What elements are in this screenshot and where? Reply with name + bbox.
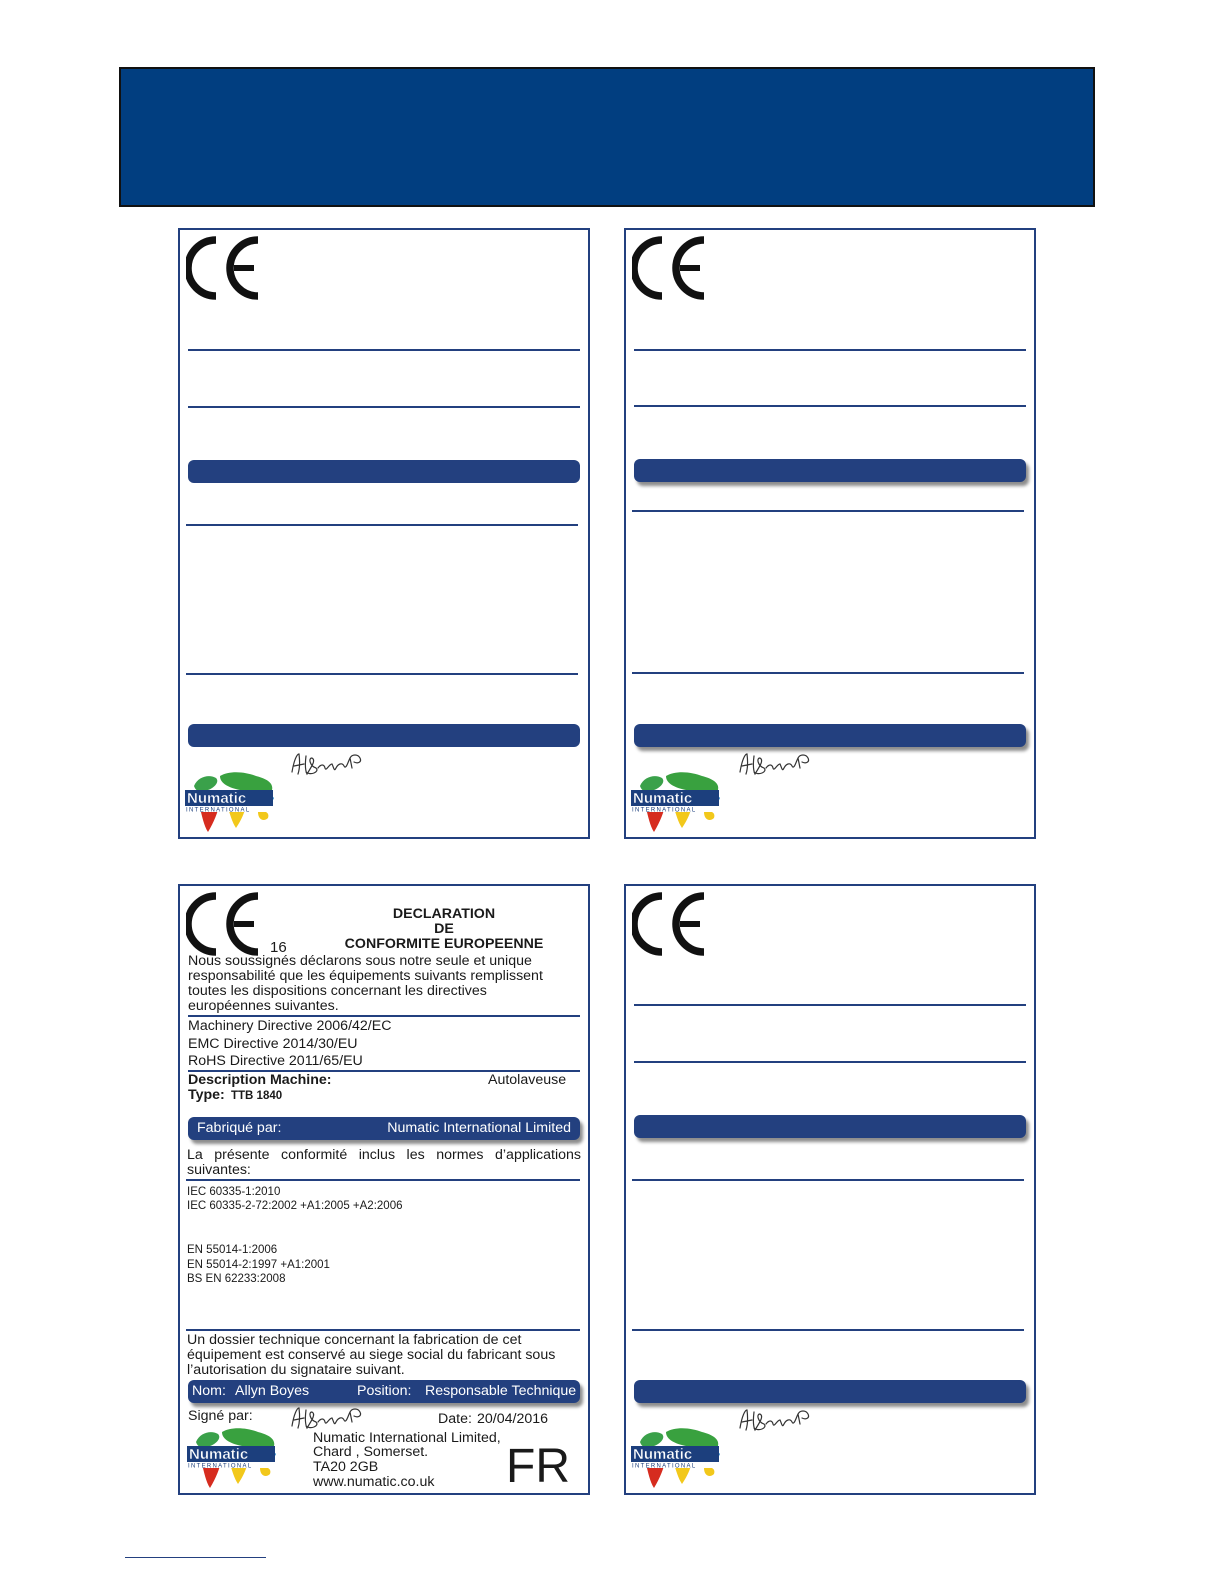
intro-text-line: responsabilité que les équipements suivants remplissent bbox=[188, 968, 543, 984]
date-value: 20/04/2016 bbox=[477, 1411, 549, 1427]
declaration-title-line: DE bbox=[434, 921, 454, 937]
address-line: Chard , Somerset. bbox=[313, 1444, 429, 1460]
manufacturer-bar bbox=[188, 1117, 580, 1140]
technical-file-line: équipement est conservé au siege social du fabricant sous bbox=[187, 1347, 556, 1363]
signature-image bbox=[288, 1404, 368, 1432]
type-value: TTB 1840 bbox=[231, 1090, 283, 1102]
manufacturer-bar bbox=[634, 459, 1026, 482]
intro-text-line: Nous soussignés déclarons sous notre seule et unique bbox=[188, 953, 532, 969]
date-label: Date: bbox=[438, 1411, 472, 1427]
declaration-title-line: CONFORMITE EUROPEENNE bbox=[344, 936, 544, 952]
divider bbox=[188, 349, 580, 351]
name-label: Nom: bbox=[192, 1383, 226, 1399]
directive-item: Machinery Directive 2006/42/EC bbox=[188, 1018, 392, 1034]
standard-item: IEC 60335-1:2010 bbox=[187, 1186, 281, 1198]
divider bbox=[634, 349, 1026, 351]
ce-mark-icon bbox=[632, 892, 708, 956]
standard-item: EN 55014-2:1997 +A1:2001 bbox=[187, 1259, 330, 1271]
divider bbox=[634, 1061, 1026, 1063]
language-code: FR bbox=[506, 1440, 570, 1493]
divider bbox=[634, 1004, 1026, 1006]
declaration-panel-fr bbox=[178, 884, 590, 1495]
technical-file-line: l’autorisation du signataire suivant. bbox=[187, 1362, 405, 1378]
made-by-label: Fabriqué par: bbox=[197, 1120, 282, 1136]
directive-item: EMC Directive 2014/30/EU bbox=[188, 1036, 358, 1052]
declaration-panel-blank-bottom-right bbox=[624, 884, 1036, 1495]
divider bbox=[632, 1179, 1024, 1181]
standard-item: EN 55014-1:2006 bbox=[187, 1244, 278, 1256]
directive-item: RoHS Directive 2011/65/EU bbox=[188, 1053, 363, 1069]
declaration-panel-blank-top-left bbox=[178, 228, 590, 839]
position-value: Responsable Technique bbox=[425, 1383, 577, 1399]
divider bbox=[186, 673, 578, 675]
signatory-bar bbox=[634, 724, 1026, 747]
divider bbox=[188, 406, 580, 408]
signatory-bar bbox=[188, 1380, 580, 1403]
declaration-panel-blank-top-right bbox=[624, 228, 1036, 839]
position-label: Position: bbox=[357, 1383, 412, 1399]
divider bbox=[632, 1329, 1024, 1331]
name-value: Allyn Boyes bbox=[235, 1383, 310, 1399]
standards-intro-line: suivantes: bbox=[187, 1162, 251, 1178]
notified-body-number: 16 bbox=[270, 939, 287, 956]
ce-mark-icon bbox=[186, 236, 262, 300]
divider bbox=[186, 1329, 580, 1331]
numatic-logo-icon bbox=[630, 770, 728, 834]
divider bbox=[186, 1179, 580, 1181]
signatory-bar bbox=[188, 724, 580, 747]
standard-item: IEC 60335-2-72:2002 +A1:2005 +A2:2006 bbox=[187, 1200, 403, 1212]
ce-mark-icon bbox=[186, 892, 262, 956]
ce-mark-icon bbox=[632, 236, 708, 300]
intro-text-line: européennes suivantes. bbox=[188, 998, 339, 1014]
signature-image bbox=[288, 750, 368, 778]
footer-rule bbox=[125, 1557, 266, 1558]
machine-value: Autolaveuse bbox=[488, 1072, 567, 1088]
signature-image bbox=[736, 1406, 816, 1434]
technical-file-line: Un dossier technique concernant la fabrication de cet bbox=[187, 1332, 522, 1348]
intro-text-line: toutes les dispositions concernant les directives bbox=[188, 983, 487, 999]
divider bbox=[188, 1015, 580, 1017]
machine-label: Description Machine: bbox=[188, 1072, 332, 1088]
signed-by-label: Signé par: bbox=[188, 1408, 253, 1424]
manufacturer-bar bbox=[634, 1115, 1026, 1138]
signature-image bbox=[736, 750, 816, 778]
numatic-logo-icon bbox=[184, 770, 282, 834]
standards-intro-line: La présente conformité inclus les normes d’applications bbox=[187, 1147, 581, 1163]
manufacturer-bar bbox=[188, 460, 580, 483]
address-line: www.numatic.co.uk bbox=[313, 1474, 435, 1490]
type-label: Type: bbox=[188, 1087, 225, 1103]
divider bbox=[632, 510, 1024, 512]
address-line: TA20 2GB bbox=[313, 1459, 379, 1475]
declaration-title-line: DECLARATION bbox=[392, 906, 496, 922]
numatic-logo-icon bbox=[630, 1426, 728, 1490]
numatic-logo-icon bbox=[186, 1426, 284, 1490]
divider bbox=[634, 405, 1026, 407]
made-by-value: Numatic International Limited bbox=[387, 1120, 571, 1136]
signatory-bar bbox=[634, 1380, 1026, 1403]
header-banner bbox=[119, 67, 1095, 207]
divider bbox=[186, 524, 578, 526]
standard-item: BS EN 62233:2008 bbox=[187, 1273, 286, 1285]
divider bbox=[632, 672, 1024, 674]
address-line: Numatic International Limited, bbox=[313, 1430, 501, 1446]
